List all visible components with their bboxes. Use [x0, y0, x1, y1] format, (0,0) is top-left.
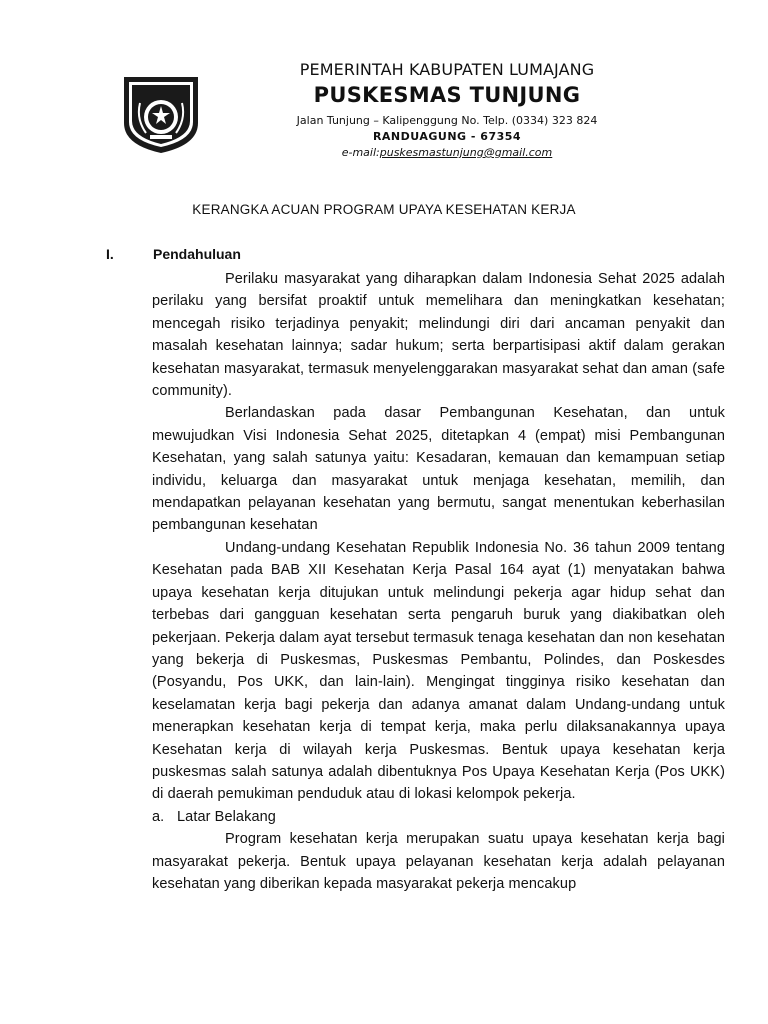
- government-name: PEMERINTAH KABUPATEN LUMAJANG: [299, 60, 595, 79]
- subsection-letter: a.: [152, 808, 165, 825]
- body-paragraph: Undang-undang Kesehatan Republik Indonesia No. 36 tahun 2009 tentang Kesehatan pada BAB XII Kesehatan Kerja Pasal 164 ayat (1) menyatakan bahwa upaya kesehatan kerja ditujukan untuk melindungi pekerja agar hidup sehat dan terbebas dari gangguan kesehatan serta pengaruh buruk yang diakibatkan oleh pekerjaan. Pekerja dalam ayat tersebut termasuk tenaga kesehatan dan non kesehatan yang bekerja di Puskesmas, Puskesmas Pembantu, Polindes, dan Poskesdes (Posyandu, Pos UKK, dan lain-lain). Mengingat tingginya risiko kesehatan dan keselamatan kerja bagi pekerja dan adanya amanat dalam Undang-undang untuk menerapkan kesehatan kerja di tempat kerja, maka perlu dilaksanakannya upaya Kesehatan kerja di wilayah kerja Puskesmas. Bentuk upaya kesehatan kerja puskesmas salah satunya adalah dibentuknya Pos Upaya Kesehatan Kerja (Pos UKK) di daerah pemukiman penduduk atau di lokasi kelompok pekerja.: [152, 539, 725, 803]
- subsection-title: Latar Belakang: [177, 808, 276, 825]
- institution-address: Jalan Tunjung – Kalipenggung No. Telp. (0334) 323 824: [296, 114, 598, 127]
- institution-city: RANDUAGUNG - 67354: [372, 130, 522, 143]
- section-title: Pendahuluan: [153, 246, 241, 262]
- body-paragraph: Perilaku masyarakat yang diharapkan dalam Indonesia Sehat 2025 adalah perilaku yang bersifat proaktif untuk memelihara dan meningkatkan kesehatan; mencegah risiko terjadinya penyakit; melindungi diri dari ancaman penyakit dan masalah kesehatan lainnya; sadar hukum; serta berpartisipasi aktif dalam gerakan kesehatan masyarakat, termasuk menyelenggarakan masyarakat sehat dan aman (safe community).: [152, 271, 725, 400]
- subsection-heading: [152, 806, 725, 828]
- body-paragraph: Program kesehatan kerja merupakan suatu upaya kesehatan kerja bagi masyarakat pekerja. Bentuk upaya pelayanan kesehatan kerja adalah pelayanan kesehatan yang diberikan kepada masyarakat pekerja mencakup: [152, 831, 725, 892]
- institution-email: [222, 146, 672, 159]
- institution-name: PUSKESMAS TUNJUNG: [313, 83, 581, 107]
- letterhead: [222, 60, 672, 159]
- section-number: I.: [106, 246, 114, 262]
- emblem-text: KABUPATEN LUMAJANG: [120, 69, 188, 75]
- body-paragraph: Berlandaskan pada dasar Pembangunan Kesehatan, dan untuk mewujudkan Visi Indonesia Sehat 2025, ditetapkan 4 (empat) misi Pembangunan Kesehatan, yang salah satunya yaitu: Kesadaran, kemauan dan kemampuan setiap individu, keluarga dan masyarakat untuk menjaga kesehatan, memilih, dan mendapatkan pelayanan kesehatan yang bermutu, sangat menentukan keberhasilan pembangunan kesehatan: [152, 405, 725, 534]
- regency-emblem-icon: [120, 69, 202, 155]
- document-title: KERANGKA ACUAN PROGRAM UPAYA KESEHATAN KERJA: [192, 202, 576, 217]
- email-link[interactable]: puskesmastunjung@gmail.com: [379, 146, 553, 159]
- email-label: e-mail:: [341, 146, 380, 159]
- document-body: [152, 268, 725, 895]
